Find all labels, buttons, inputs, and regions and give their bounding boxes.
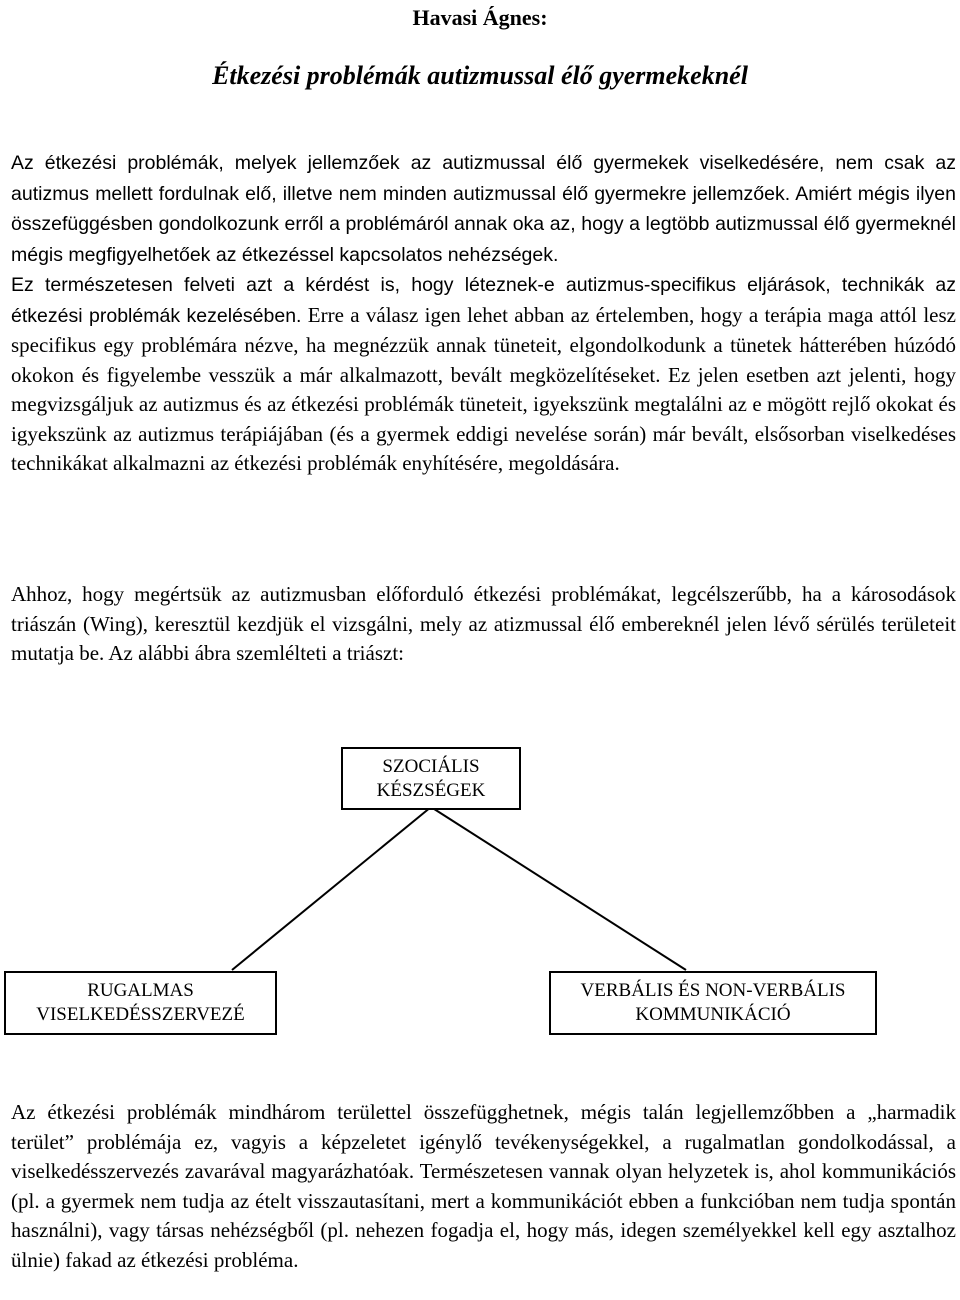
closing-paragraph: Az étkezési problémák mindhárom területtel összefügghetnek, mégis talán legjellemzőbben a „harmadik terület” problémája ez, vagyis a képzeletet igénylő tevékenységekkel, a rugalmatlan gondolkodással, a viselkedésszervezés zavarával magyarázhatóak. Természetesen vannak olyan helyzetek is, ahol kommunikációs (pl. a gyermek nem tudja az ételt visszautasítani, mert a kommunikációt ebben a funkcióban nem tudja spontán használni), vagy társas nehézségből (pl. nehezen fogadja el, hogy más, idegen személyekkel kell egy asztalhoz ülnie) fakad az étkezési probléma. (11, 1100, 956, 1272)
social-skills-line1: SZOCIÁLIS (382, 755, 480, 777)
communication-box (549, 971, 877, 1035)
flexible-behavior-line2: VISELKEDÉSSZERVEZÉ (36, 1004, 245, 1025)
social-skills-box (341, 747, 521, 810)
question-sentence: Ez természetesen felveti azt a kérdést is, hogy léteznek-e autizmus-specifikus eljárások, technikák az étkezési problémák kezelésében. (11, 274, 956, 327)
communication-line2: KOMMUNIKÁCIÓ (635, 1004, 791, 1025)
communication-line1: VERBÁLIS ÉS NON-VERBÁLIS (580, 980, 846, 1001)
flexible-behavior-line1: RUGALMAS (87, 980, 194, 1001)
triad-intro-paragraph: Ahhoz, hogy megértsük az autizmusban előforduló étkezési problémákat, legcélszerűbb, ha a károsodások triászán (Wing), keresztül kezdjük el vizsgálni, mely az atizmussal élő embereknél jelen lévő sérülés területeit mutatja be. Az alábbi ábra szemlélteti a triászt: (11, 582, 956, 665)
flexible-behavior-box (4, 971, 277, 1035)
intro-paragraph-text: Az étkezési problémák, melyek jellemzőek az autizmussal élő gyermekek viselkedésére, nem csak az autizmus mellett fordulnak elő, illetve nem minden autizmussal élő gyermekre jellemzőek. Amiért mégis ilyen összefüggésben gondolkozunk erről a problémáról annak oka az, hogy a legtöbb autizmussal élő gyermeknél mégis megfigyelhetőek az étkezéssel kapcsolatos nehézségek. (11, 152, 956, 266)
answer-text: Erre a válasz igen lehet abban az értelemben, hogy a terápia maga attól lesz specifikus egy problémára nézve, ha megnézzük annak tüneteit, elgondolkodunk a tünetek hátterében húzódó okokon és figyelembe vesszük a már alkalmazott, bevált megközelítéseket. Ez jelen esetben azt jelenti, hogy megvizsgáljuk az autizmus és az étkezési problémák tüneteit, igyekszünk megtalálni az e mögött rejlő okokat és igyekszünk az autizmus terápiájában (és a gyermek eddigi nevelése során) már bevált, elsősorban viselkedéses technikákat alkalmazni az étkezési problémák enyhítésére, megoldására. (11, 302, 956, 475)
intro-paragraph (11, 148, 956, 479)
triad-diagram (0, 740, 960, 1050)
social-skills-line2: KÉSZSÉGEK (376, 779, 486, 801)
document-title: Étkezési problémák autizmussal élő gyermekeknél (212, 61, 748, 90)
author-name: Havasi Ágnes: (412, 5, 548, 30)
